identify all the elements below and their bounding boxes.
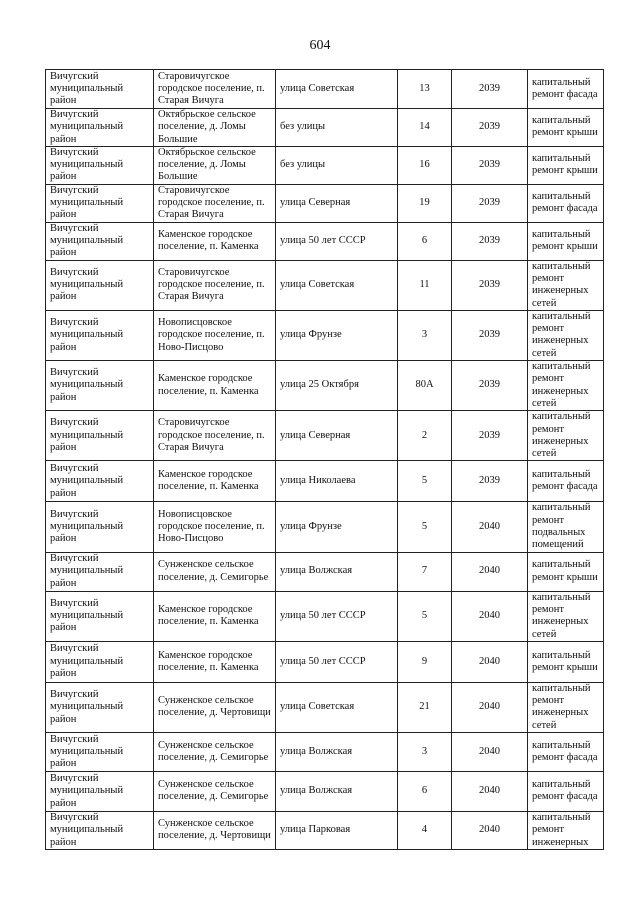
year-cell: 2039: [452, 222, 528, 260]
year-cell: 2039: [452, 109, 528, 147]
work-type-cell: капитальный ремонт инженерных сетей: [528, 361, 604, 411]
house-number-cell: 5: [398, 591, 452, 641]
work-type-cell: капитальный ремонт крыши: [528, 222, 604, 260]
repair-schedule-table: [45, 69, 604, 850]
table-row: [46, 184, 604, 222]
district-cell: Вичугский муниципальный район: [46, 146, 154, 184]
year-cell: 2039: [452, 70, 528, 109]
year-cell: 2039: [452, 184, 528, 222]
house-number-cell: 5: [398, 502, 452, 552]
table-row: [46, 461, 604, 502]
street-cell: улица Парковая: [276, 811, 398, 849]
street-cell: улица 50 лет СССР: [276, 641, 398, 682]
house-number-cell: 13: [398, 70, 452, 109]
settlement-cell: Сунженское сельское поселение, д. Семигорье: [154, 771, 276, 811]
work-type-cell: капитальный ремонт фасада: [528, 771, 604, 811]
street-cell: улица Волжская: [276, 552, 398, 591]
work-type-cell: капитальный ремонт крыши: [528, 641, 604, 682]
settlement-cell: Старовичугское городское поселение, п. Старая Вичуга: [154, 184, 276, 222]
street-cell: улица Советская: [276, 260, 398, 310]
house-number-cell: 5: [398, 461, 452, 502]
street-cell: улица Волжская: [276, 771, 398, 811]
table-row: [46, 411, 604, 461]
district-cell: Вичугский муниципальный район: [46, 552, 154, 591]
year-cell: 2040: [452, 502, 528, 552]
district-cell: Вичугский муниципальный район: [46, 260, 154, 310]
work-type-cell: капитальный ремонт фасада: [528, 461, 604, 502]
district-cell: Вичугский муниципальный район: [46, 361, 154, 411]
table-row: [46, 109, 604, 147]
settlement-cell: Новописцовское городское поселение, п. Ново-Писцово: [154, 310, 276, 360]
house-number-cell: 80А: [398, 361, 452, 411]
district-cell: Вичугский муниципальный район: [46, 109, 154, 147]
street-cell: улица Северная: [276, 184, 398, 222]
street-cell: улица Николаева: [276, 461, 398, 502]
district-cell: Вичугский муниципальный район: [46, 641, 154, 682]
street-cell: улица Фрунзе: [276, 310, 398, 360]
table-row: [46, 222, 604, 260]
year-cell: 2040: [452, 811, 528, 849]
district-cell: Вичугский муниципальный район: [46, 222, 154, 260]
house-number-cell: 14: [398, 109, 452, 147]
year-cell: 2040: [452, 682, 528, 732]
year-cell: 2039: [452, 411, 528, 461]
year-cell: 2040: [452, 732, 528, 771]
house-number-cell: 7: [398, 552, 452, 591]
work-type-cell: капитальный ремонт фасада: [528, 732, 604, 771]
table-row: [46, 811, 604, 849]
settlement-cell: Сунженское сельское поселение, д. Семигорье: [154, 732, 276, 771]
work-type-cell: капитальный ремонт крыши: [528, 109, 604, 147]
year-cell: 2040: [452, 641, 528, 682]
year-cell: 2040: [452, 552, 528, 591]
table-row: [46, 260, 604, 310]
table-row: [46, 361, 604, 411]
table-row: [46, 591, 604, 641]
house-number-cell: 11: [398, 260, 452, 310]
work-type-cell: капитальный ремонт инженерных: [528, 811, 604, 849]
settlement-cell: Октябрьское сельское поселение, д. Ломы Большие: [154, 146, 276, 184]
table-row: [46, 641, 604, 682]
settlement-cell: Каменское городское поселение, п. Каменка: [154, 641, 276, 682]
work-type-cell: капитальный ремонт фасада: [528, 70, 604, 109]
settlement-cell: Старовичугское городское поселение, п. Старая Вичуга: [154, 70, 276, 109]
year-cell: 2039: [452, 146, 528, 184]
work-type-cell: капитальный ремонт фасада: [528, 184, 604, 222]
year-cell: 2039: [452, 260, 528, 310]
house-number-cell: 4: [398, 811, 452, 849]
work-type-cell: капитальный ремонт инженерных сетей: [528, 411, 604, 461]
settlement-cell: Старовичугское городское поселение, п. Старая Вичуга: [154, 411, 276, 461]
house-number-cell: 21: [398, 682, 452, 732]
district-cell: Вичугский муниципальный район: [46, 811, 154, 849]
house-number-cell: 19: [398, 184, 452, 222]
settlement-cell: Каменское городское поселение, п. Каменка: [154, 361, 276, 411]
year-cell: 2040: [452, 771, 528, 811]
work-type-cell: капитальный ремонт инженерных сетей: [528, 591, 604, 641]
table-row: [46, 682, 604, 732]
table-row: [46, 502, 604, 552]
year-cell: 2040: [452, 591, 528, 641]
district-cell: Вичугский муниципальный район: [46, 411, 154, 461]
house-number-cell: 6: [398, 222, 452, 260]
settlement-cell: Новописцовское городское поселение, п. Ново-Писцово: [154, 502, 276, 552]
table-row: [46, 552, 604, 591]
street-cell: без улицы: [276, 109, 398, 147]
street-cell: без улицы: [276, 146, 398, 184]
work-type-cell: капитальный ремонт крыши: [528, 552, 604, 591]
work-type-cell: капитальный ремонт инженерных сетей: [528, 682, 604, 732]
settlement-cell: Сунженское сельское поселение, д. Семигорье: [154, 552, 276, 591]
district-cell: Вичугский муниципальный район: [46, 591, 154, 641]
year-cell: 2039: [452, 361, 528, 411]
house-number-cell: 3: [398, 732, 452, 771]
page-number: 604: [309, 38, 331, 53]
work-type-cell: капитальный ремонт подвальных помещений: [528, 502, 604, 552]
district-cell: Вичугский муниципальный район: [46, 502, 154, 552]
settlement-cell: Старовичугское городское поселение, п. Старая Вичуга: [154, 260, 276, 310]
district-cell: Вичугский муниципальный район: [46, 461, 154, 502]
work-type-cell: капитальный ремонт инженерных сетей: [528, 310, 604, 360]
house-number-cell: 16: [398, 146, 452, 184]
work-type-cell: капитальный ремонт крыши: [528, 146, 604, 184]
house-number-cell: 9: [398, 641, 452, 682]
street-cell: улица 50 лет СССР: [276, 222, 398, 260]
district-cell: Вичугский муниципальный район: [46, 732, 154, 771]
street-cell: улица Северная: [276, 411, 398, 461]
street-cell: улица Фрунзе: [276, 502, 398, 552]
settlement-cell: Каменское городское поселение, п. Каменка: [154, 222, 276, 260]
house-number-cell: 2: [398, 411, 452, 461]
settlement-cell: Сунженское сельское поселение, д. Чертовищи: [154, 682, 276, 732]
house-number-cell: 3: [398, 310, 452, 360]
street-cell: улица 25 Октября: [276, 361, 398, 411]
district-cell: Вичугский муниципальный район: [46, 70, 154, 109]
district-cell: Вичугский муниципальный район: [46, 310, 154, 360]
district-cell: Вичугский муниципальный район: [46, 771, 154, 811]
settlement-cell: Октябрьское сельское поселение, д. Ломы Большие: [154, 109, 276, 147]
year-cell: 2039: [452, 461, 528, 502]
street-cell: улица Советская: [276, 682, 398, 732]
settlement-cell: Сунженское сельское поселение, д. Чертовищи: [154, 811, 276, 849]
district-cell: Вичугский муниципальный район: [46, 682, 154, 732]
house-number-cell: 6: [398, 771, 452, 811]
table-row: [46, 146, 604, 184]
district-cell: Вичугский муниципальный район: [46, 184, 154, 222]
street-cell: улица Советская: [276, 70, 398, 109]
settlement-cell: Каменское городское поселение, п. Каменка: [154, 461, 276, 502]
table-row: [46, 70, 604, 109]
year-cell: 2039: [452, 310, 528, 360]
settlement-cell: Каменское городское поселение, п. Каменка: [154, 591, 276, 641]
street-cell: улица 50 лет СССР: [276, 591, 398, 641]
table-row: [46, 310, 604, 360]
work-type-cell: капитальный ремонт инженерных сетей: [528, 260, 604, 310]
table-row: [46, 771, 604, 811]
table-row: [46, 732, 604, 771]
street-cell: улица Волжская: [276, 732, 398, 771]
